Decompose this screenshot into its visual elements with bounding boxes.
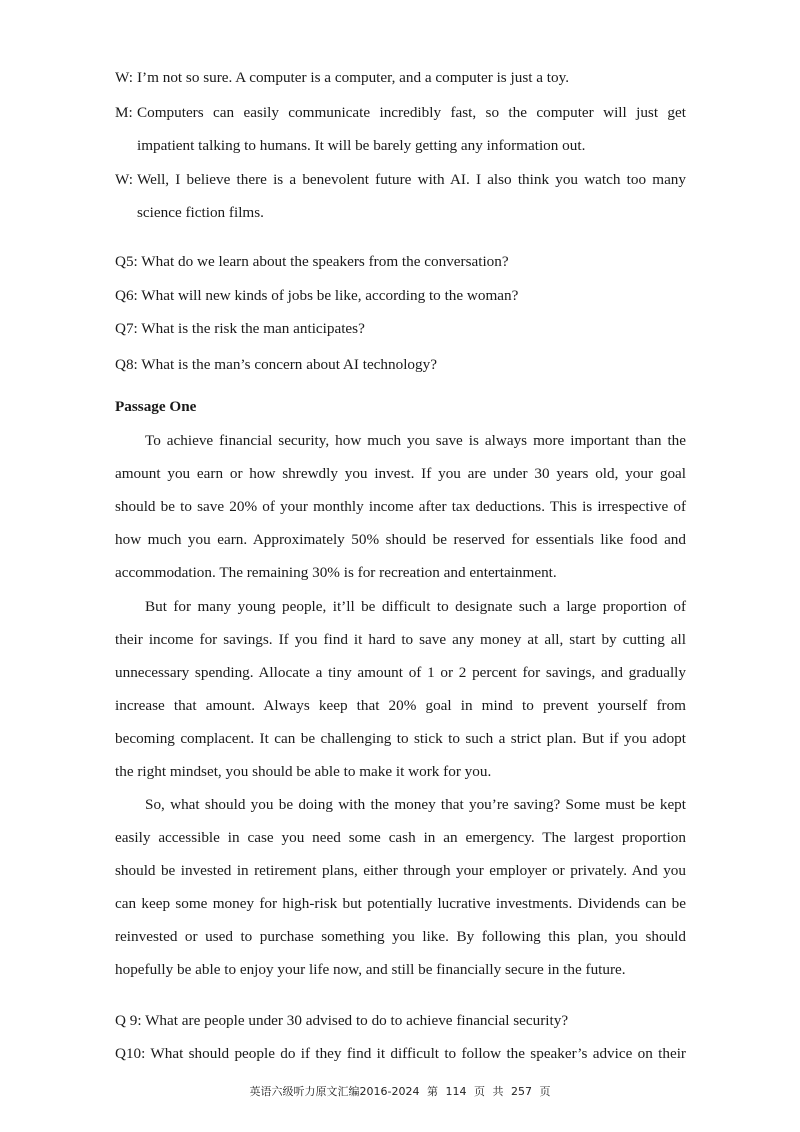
footer-gong: 共: [492, 1085, 504, 1098]
question-q10: Q10: What should people do if they find it difficult to follow the speaker’s advice on their: [115, 1045, 686, 1062]
footer-title: 英语六级听力原文汇编2016-2024: [249, 1085, 420, 1098]
paragraph-line: But for many young people, it’ll be difficult to designate such a large proportion of: [145, 598, 686, 615]
paragraph-2: [115, 590, 686, 788]
question-q7: Q7: What is the risk the man anticipates?: [115, 320, 365, 337]
paragraph-line: amount you earn or how shrewdly you invest. If you are under 30 years old, your goal: [115, 465, 686, 482]
dialogue-line: science fiction films.: [137, 204, 264, 221]
paragraph-line: accommodation. The remaining 30% is for recreation and entertainment.: [115, 564, 557, 581]
speaker-label: M:: [115, 104, 133, 121]
paragraph-line: unnecessary spending. Allocate a tiny amount of 1 or 2 percent for savings, and gradually: [115, 664, 686, 681]
paragraph-line: can keep some money for high-risk but potentially lucrative investments. Dividends can be: [115, 895, 686, 912]
paragraph-line: To achieve financial security, how much you save is always more important than the: [145, 432, 686, 449]
dialogue-turn-3: [115, 163, 686, 229]
dialogue-line: Well, I believe there is a benevolent future with AI. I also think you watch too many: [137, 171, 686, 188]
paragraph-line: how much you earn. Approximately 50% should be reserved for essentials like food and: [115, 531, 686, 548]
paragraph-line: So, what should you be doing with the money that you’re saving? Some must be kept: [145, 796, 686, 813]
question-q9: Q 9: What are people under 30 advised to do to achieve financial security?: [115, 1012, 569, 1029]
footer-ye: 页: [473, 1085, 485, 1098]
footer-di: 第: [426, 1085, 438, 1098]
question-q5: Q5: What do we learn about the speakers from the conversation?: [115, 253, 509, 270]
dialogue-line: I’m not so sure. A computer is a computer, and a computer is just a toy.: [137, 69, 570, 86]
speaker-label: W:: [115, 69, 133, 86]
dialogue-turn-1: [115, 61, 686, 94]
speaker-label: W:: [115, 171, 133, 188]
paragraph-line: easily accessible in case you need some cash in an emergency. The largest proportion: [115, 829, 686, 846]
dialogue-line: impatient talking to humans. It will be barely getting any information out.: [137, 137, 586, 154]
dialogue-turn-2: [115, 96, 686, 162]
paragraph-line: increase that amount. Always keep that 20% goal in mind to prevent yourself from: [115, 697, 686, 714]
paragraph-line: reinvested or used to purchase something you like. By following this plan, you should: [115, 928, 686, 945]
footer-ye-end: 页: [539, 1085, 551, 1098]
paragraph-line: should be invested in retirement plans, either through your employer or privately. And you: [115, 862, 686, 879]
paragraph-3: [115, 788, 686, 986]
footer-page-number: 114: [445, 1085, 467, 1098]
paragraph-line: the right mindset, you should be able to make it work for you.: [115, 763, 492, 780]
paragraph-line: should be to save 20% of your monthly income after tax deductions. This is irrespective of: [115, 498, 686, 515]
page-footer: [0, 1083, 800, 1099]
footer-total-pages: 257: [510, 1085, 532, 1098]
question-q8: Q8: What is the man’s concern about AI technology?: [115, 356, 437, 373]
paragraph-line: becoming complacent. It can be challenging to stick to such a strict plan. But if you adopt: [115, 730, 686, 747]
paragraph-line: hopefully be able to enjoy your life now, and still be financially secure in the future.: [115, 961, 626, 978]
paragraph-1: [115, 424, 686, 589]
paragraph-line: their income for savings. If you find it hard to save any money at all, start by cutting all: [115, 631, 686, 648]
question-q6: Q6: What will new kinds of jobs be like, according to the woman?: [115, 287, 519, 304]
passage-title: Passage One: [115, 398, 197, 415]
dialogue-line: Computers can easily communicate incredibly fast, so the computer will just get: [137, 104, 686, 121]
